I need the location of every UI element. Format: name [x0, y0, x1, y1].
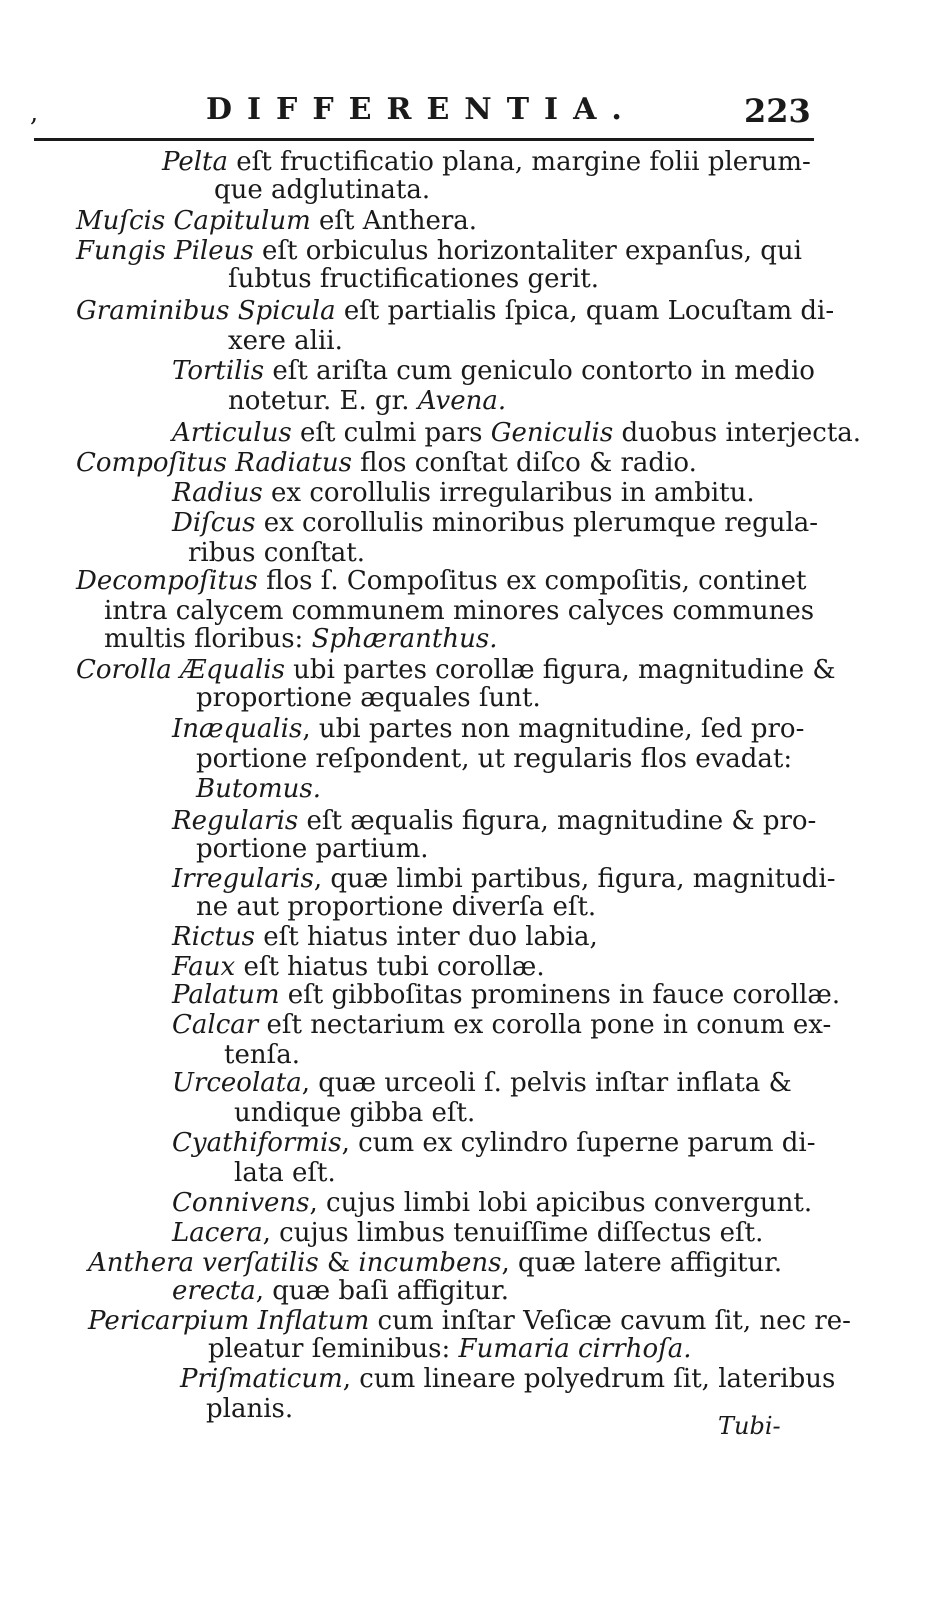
italic-term: Diſcus	[172, 508, 256, 538]
text-line	[208, 1334, 692, 1364]
italic-term: Urceolata	[172, 1068, 302, 1098]
line-text: , cujus limbus tenuiſſime diſſectus eſt.	[262, 1218, 764, 1248]
italic-term: Pelta	[162, 147, 228, 177]
text-line	[214, 175, 430, 205]
text-line	[196, 774, 321, 804]
line-text: duobus interjecta.	[613, 418, 862, 448]
catchword: Tubi-	[718, 1412, 781, 1440]
text-line	[104, 596, 814, 626]
line-text: eſt æqualis figura, magnitudine & pro-	[298, 806, 817, 836]
text-line	[224, 1040, 300, 1070]
text-line	[88, 1306, 851, 1336]
italic-term: Connivens	[172, 1188, 310, 1218]
text-line	[172, 478, 755, 508]
line-text: flos conſtat diſco & radio.	[351, 448, 697, 478]
text-line	[188, 538, 365, 568]
italic-term: Anthera verſatilis	[88, 1248, 319, 1278]
line-text: &	[318, 1248, 359, 1278]
line-text: eſt hiatus inter duo labia,	[255, 922, 598, 952]
page-number: 223	[744, 92, 811, 130]
text-line	[172, 508, 818, 538]
text-line	[172, 1276, 509, 1306]
text-line	[76, 448, 697, 478]
italic-term: erecta	[172, 1276, 256, 1306]
italic-term: Irregularis	[172, 864, 314, 894]
italic-term: Avena.	[417, 386, 507, 416]
italic-term: Articulus	[172, 418, 292, 448]
text-line	[88, 1248, 782, 1278]
text-line	[196, 892, 596, 922]
italic-term: Faux	[172, 952, 236, 982]
line-text: que adglutinata.	[214, 175, 431, 205]
italic-term: Palatum	[172, 980, 280, 1010]
line-text: pleatur ſeminibus:	[208, 1334, 459, 1364]
line-text: eſt Anthera.	[310, 206, 478, 236]
text-line	[228, 386, 506, 416]
header-mark: ,	[30, 98, 39, 128]
line-text: portione partium.	[196, 834, 429, 864]
text-line	[172, 1188, 812, 1218]
text-line	[172, 806, 816, 836]
italic-term: Inæqualis	[172, 714, 303, 744]
text-line	[172, 864, 836, 894]
line-text: multis floribus:	[104, 624, 312, 654]
line-text: eſt hiatus tubi corollæ.	[235, 952, 545, 982]
text-line	[172, 952, 545, 982]
italic-term: Fumaria cirrhoſa.	[458, 1334, 692, 1364]
italic-term: Compoſitus Radiatus	[76, 448, 352, 478]
italic-term: Muſcis Capitulum	[76, 206, 311, 236]
text-line	[234, 1098, 475, 1128]
text-line	[172, 980, 840, 1010]
text-line	[172, 922, 598, 952]
line-text: undique gibba eſt.	[234, 1098, 476, 1128]
header-rule	[34, 138, 814, 141]
italic-term: Pericarpium Inflatum	[88, 1306, 370, 1336]
text-line	[172, 1128, 816, 1158]
line-text: , quæ baſi affigitur.	[255, 1276, 509, 1306]
line-text: , cum lineare polyedrum ſit, lateribus	[342, 1364, 836, 1394]
line-text: , cum ex cylindro ſuperne parum di-	[341, 1128, 816, 1158]
line-text: cum inſtar Veſicæ cavum ſit, nec re-	[369, 1306, 851, 1336]
line-text: portione reſpondent, ut regularis flos evadat:	[196, 744, 793, 774]
text-line	[172, 418, 861, 448]
text-line	[172, 1010, 831, 1040]
text-line	[172, 1068, 792, 1098]
text-line	[228, 264, 599, 294]
italic-term: Butomus.	[196, 774, 321, 804]
line-text: ne aut proportione diverſa eſt.	[196, 892, 597, 922]
text-line	[172, 714, 804, 744]
text-line	[76, 206, 477, 236]
italic-term: Cyathiformis	[172, 1128, 342, 1158]
text-line	[206, 1394, 293, 1424]
line-text: , quæ latere affigitur.	[501, 1248, 783, 1278]
line-text: ribus conſtat.	[188, 538, 365, 568]
line-text: , quæ limbi partibus, figura, magnitudi-	[313, 864, 836, 894]
text-line	[172, 356, 815, 386]
line-text: tenſa.	[224, 1040, 300, 1070]
line-text: lata eſt.	[234, 1158, 336, 1188]
line-text: xere alii.	[228, 326, 343, 356]
line-text: ex corollulis minoribus plerumque regula-	[255, 508, 819, 538]
italic-term: Fungis Pileus	[76, 236, 254, 266]
line-text: eſt nectarium ex corolla pone in conum ex-	[258, 1010, 832, 1040]
italic-term: Rictus	[172, 922, 255, 952]
italic-term: Lacera	[172, 1218, 263, 1248]
line-text: proportione æquales ſunt.	[196, 683, 541, 713]
line-text: eſt culmi pars	[291, 418, 491, 448]
line-text: notetur. E. gr.	[228, 386, 418, 416]
text-line	[104, 624, 497, 654]
line-text: eſt orbiculus horizontaliter expanſus, qui	[253, 236, 802, 266]
text-line	[162, 147, 811, 177]
italic-term: Radius	[172, 478, 263, 508]
text-line	[234, 1158, 336, 1188]
line-text: eſt ariſta cum geniculo contorto in medio	[264, 356, 815, 386]
italic-term: Tortilis	[172, 356, 265, 386]
italic-term: Priſmaticum	[180, 1364, 343, 1394]
italic-term: Calcar	[172, 1010, 259, 1040]
text-line	[196, 683, 541, 713]
line-text: ſubtus fructificationes gerit.	[228, 264, 599, 294]
italic-term: Decompoſitus	[76, 566, 258, 596]
text-line	[228, 326, 343, 356]
text-line	[196, 834, 429, 864]
line-text: intra calycem communem minores calyces communes	[104, 596, 815, 626]
italic-term: Geniculis	[490, 418, 614, 448]
italic-term: incumbens	[358, 1248, 502, 1278]
line-text: eſt fructificatio plana, margine folii plerum-	[227, 147, 811, 177]
text-line	[76, 655, 836, 685]
italic-term: Sphæranthus.	[311, 624, 498, 654]
line-text: , cujus limbi lobi apicibus convergunt.	[309, 1188, 813, 1218]
text-line	[172, 1218, 763, 1248]
text-line	[76, 296, 834, 326]
text-line	[180, 1364, 835, 1394]
text-line	[76, 566, 807, 596]
line-text: flos ſ. Compoſitus ex compoſitis, continet	[257, 566, 807, 596]
italic-term: Regularis	[172, 806, 299, 836]
text-line	[76, 236, 802, 266]
running-head-title: DIFFERENTIA.	[206, 92, 637, 127]
text-line	[196, 744, 792, 774]
line-text: eſt partialis ſpica, quam Locuſtam di-	[335, 296, 835, 326]
line-text: planis.	[206, 1394, 294, 1424]
italic-term: Graminibus Spicula	[76, 296, 336, 326]
line-text: eſt gibboſitas prominens in fauce corollæ.	[279, 980, 841, 1010]
line-text: ubi partes corollæ figura, magnitudine &	[284, 655, 836, 685]
line-text: , ubi partes non magnitudine, ſed pro-	[302, 714, 805, 744]
italic-term: Corolla Æqualis	[76, 655, 285, 685]
line-text: , quæ urceoli ſ. pelvis inſtar inflata &	[301, 1068, 792, 1098]
line-text: ex corollulis irregularibus in ambitu.	[262, 478, 755, 508]
